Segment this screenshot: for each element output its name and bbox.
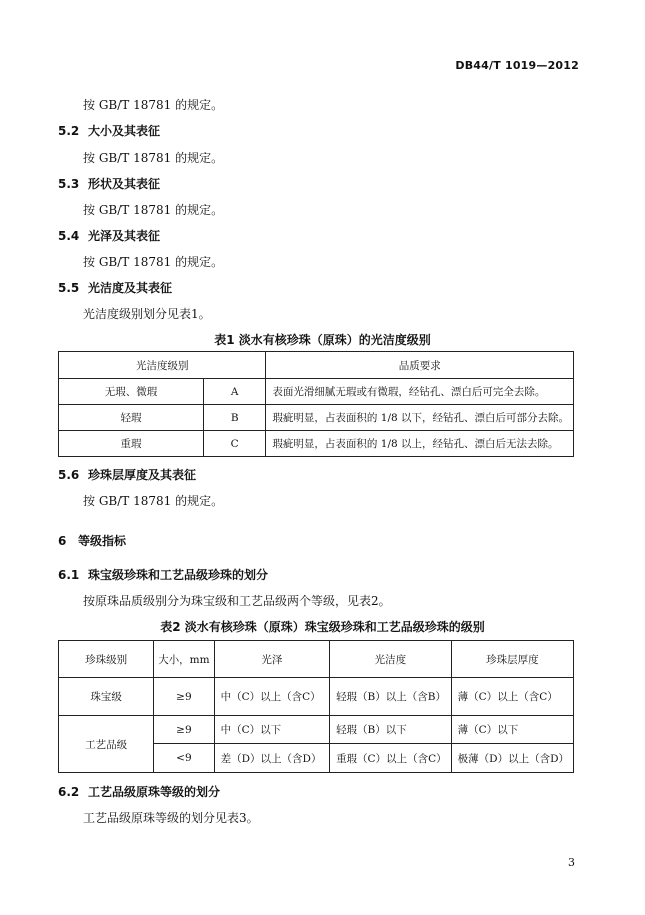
- table-header-cell: 光洁度: [330, 641, 452, 678]
- table-header-cell: 珍珠层厚度: [451, 641, 573, 678]
- paragraph: 按原珠品质级别分为珠宝级和工艺品级两个等级，见表2。: [83, 594, 391, 608]
- table-cell: 瑕疵明显，占表面积的 1/8 以下，经钻孔、漂白后可部分去除。: [266, 405, 574, 431]
- section-heading-5-6: [58, 466, 196, 483]
- paragraph: 按 GB/T 18781 的规定。: [83, 151, 224, 165]
- table1-caption: 表1 淡水有核珍珠（原珠）的光洁度级别: [214, 333, 431, 347]
- paragraph: 按 GB/T 18781 的规定。: [83, 98, 224, 112]
- section-number: 5.3: [58, 177, 80, 191]
- table-cell: 珠宝级: [59, 678, 154, 716]
- section-heading-5-2: [58, 122, 160, 139]
- page-number: 3: [568, 856, 575, 869]
- clarity-grade-table: [58, 351, 574, 457]
- section-heading-6-2: [58, 783, 220, 800]
- table-row: [59, 431, 574, 457]
- pearl-grade-table: [58, 640, 574, 773]
- section-title: 形状及其表征: [88, 177, 161, 191]
- section-title: 光泽及其表征: [88, 229, 161, 243]
- section-heading-5-4: [58, 227, 160, 244]
- section-title: 光洁度及其表征: [88, 281, 173, 295]
- paragraph: 按 GB/T 18781 的规定。: [83, 255, 224, 269]
- table-header-cell: 大小，mm: [154, 641, 214, 678]
- section-number: 5.6: [58, 468, 80, 482]
- section-heading-6-1: [58, 566, 268, 583]
- table-cell: 瑕疵明显，占表面积的 1/8 以上，经钻孔、漂白后无法去除。: [266, 431, 574, 457]
- table-cell: A: [203, 379, 265, 405]
- paragraph: 光洁度级别划分见表1。: [83, 307, 211, 321]
- table-cell: ≥9: [154, 678, 214, 716]
- table-cell: 差（D）以上（含D）: [214, 744, 329, 773]
- section-title: 大小及其表征: [88, 124, 161, 138]
- table-cell: 极薄（D）以上（含D）: [451, 744, 573, 773]
- table-cell: B: [203, 405, 265, 431]
- section-title: 珠宝级珍珠和工艺品级珍珠的划分: [88, 568, 269, 582]
- table-row: [59, 405, 574, 431]
- section-number: 5.5: [58, 281, 80, 295]
- section-number: 6.2: [58, 785, 80, 799]
- table-header-cell: 品质要求: [266, 352, 574, 379]
- table-header-row: [59, 641, 574, 678]
- table-header-cell: 珍珠级别: [59, 641, 154, 678]
- table-cell: 轻瑕（B）以上（含B）: [330, 678, 452, 716]
- table-cell: 轻瑕（B）以下: [330, 716, 452, 744]
- paragraph: 按 GB/T 18781 的规定。: [83, 203, 224, 217]
- section-title: 珍珠层厚度及其表征: [88, 468, 197, 482]
- section-heading-5-3: [58, 175, 160, 192]
- table-row: [59, 716, 574, 744]
- table2-caption: 表2 淡水有核珍珠（原珠）珠宝级珍珠和工艺品级珍珠的级别: [160, 620, 485, 634]
- section-title: 工艺品级原珠等级的划分: [88, 785, 221, 799]
- section-number: 5.4: [58, 229, 80, 243]
- document-code: DB44/T 1019—2012: [455, 59, 579, 72]
- table-header-cell: 光洁度级别: [59, 352, 266, 379]
- table-row: [59, 678, 574, 716]
- table-cell: 无瑕、微瑕: [59, 379, 204, 405]
- table-cell: 工艺品级: [59, 716, 154, 773]
- table-cell: C: [203, 431, 265, 457]
- table-cell: 薄（C）以上（含C）: [451, 678, 573, 716]
- table-header-cell: 光泽: [214, 641, 329, 678]
- table-cell: 中（C）以下: [214, 716, 329, 744]
- section-heading-6: [58, 532, 126, 549]
- table-cell: ≥9: [154, 716, 214, 744]
- table-cell: 中（C）以上（含C）: [214, 678, 329, 716]
- table-header-row: [59, 352, 574, 379]
- section-title: 等级指标: [78, 534, 127, 548]
- section-number: 5.2: [58, 124, 80, 138]
- table-cell: 表面光滑细腻无瑕或有微瑕，经钻孔、漂白后可完全去除。: [266, 379, 574, 405]
- table-cell: 重瑕（C）以上（含C）: [330, 744, 452, 773]
- table-row: [59, 379, 574, 405]
- table-cell: 薄（C）以下: [451, 716, 573, 744]
- section-number: 6: [58, 534, 67, 548]
- paragraph: 工艺品级原珠等级的划分见表3。: [83, 811, 259, 825]
- section-number: 6.1: [58, 568, 80, 582]
- table-cell: 轻瑕: [59, 405, 204, 431]
- table-cell: 重瑕: [59, 431, 204, 457]
- paragraph: 按 GB/T 18781 的规定。: [83, 494, 224, 508]
- table-cell: <9: [154, 744, 214, 773]
- section-heading-5-5: [58, 279, 172, 296]
